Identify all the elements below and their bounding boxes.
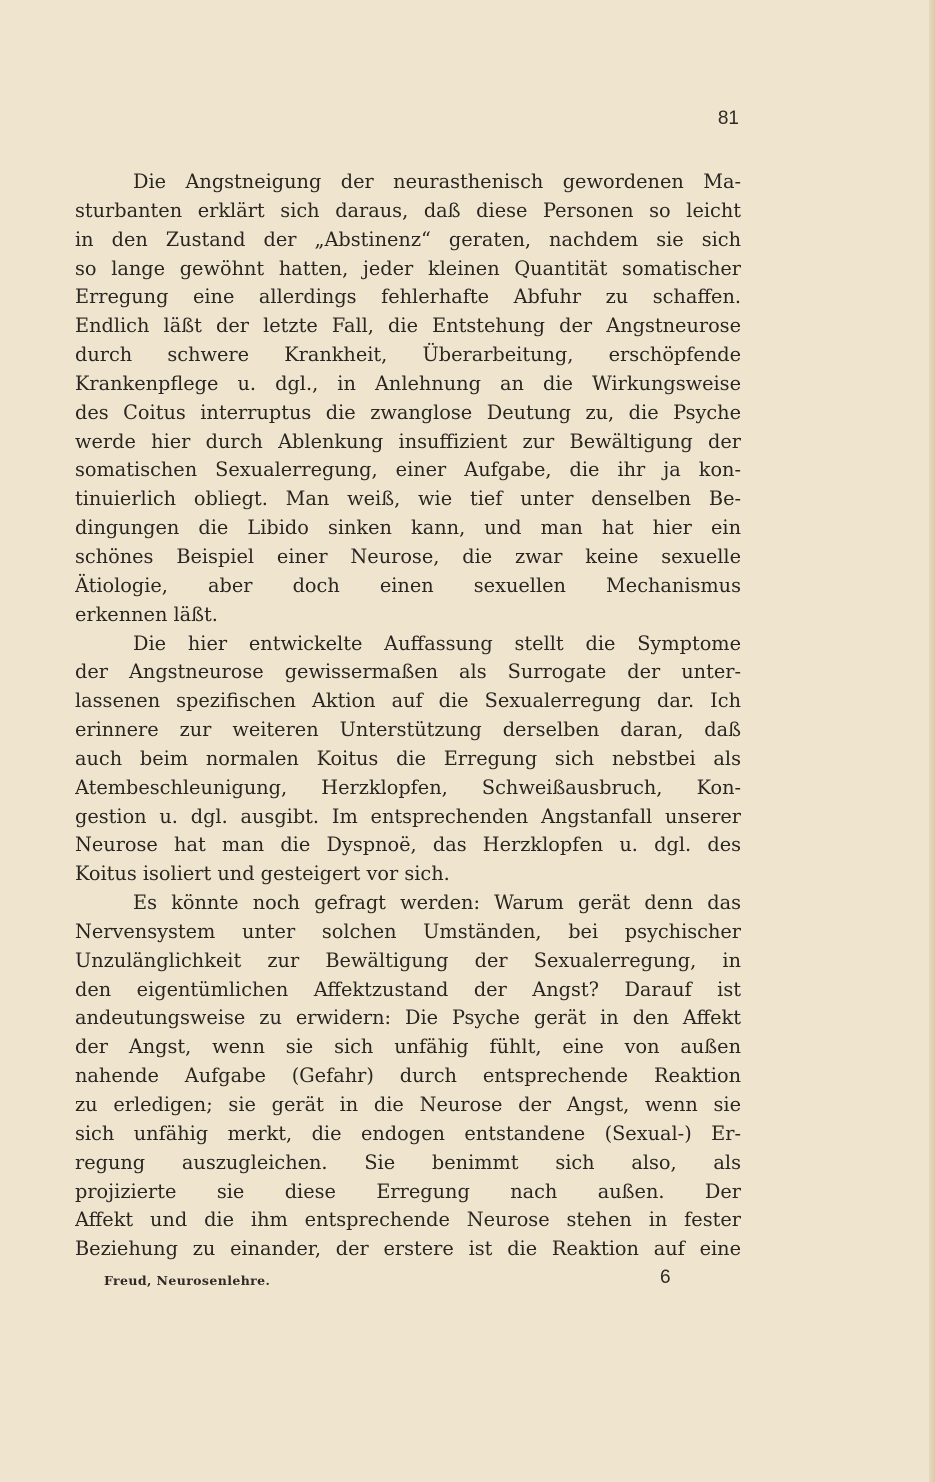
text-line: lassenen spezifischen Aktion auf die Sexualerregung dar. Ich <box>75 689 741 713</box>
text-line: Affekt und die ihm entsprechende Neurose stehen in fester <box>75 1208 741 1232</box>
text-line: erinnere zur weiteren Unterstützung derselben daran, daß <box>75 718 741 742</box>
text-line: des Coitus interruptus die zwanglose Deutung zu, die Psyche <box>75 400 741 424</box>
text-line: in den Zustand der „Abstinenz“ geraten, nachdem sie sich <box>75 227 741 251</box>
text-line: projizierte sie diese Erregung nach außen. Der <box>75 1179 741 1203</box>
text-line: so lange gewöhnt hatten, jeder kleinen Quantität somatischer <box>75 256 741 280</box>
text-line: Nervensystem unter solchen Umständen, bei psychischer <box>75 919 741 943</box>
text-line: schönes Beispiel einer Neurose, die zwar keine sexuelle <box>75 544 741 568</box>
sheet-number: 6 <box>660 1267 671 1288</box>
text-line: Die hier entwickelte Auffassung stellt die Symptome <box>133 631 741 655</box>
text-line: auch beim normalen Koitus die Erregung sich nebstbei als <box>75 746 741 770</box>
text-line: somatischen Sexualerregung, einer Aufgabe, die ihr ja kon- <box>75 458 741 482</box>
text-line: Neurose hat man die Dyspnoë, das Herzklopfen u. dgl. des <box>75 833 741 857</box>
body-text <box>75 168 741 1264</box>
text-line: der Angstneurose gewissermaßen als Surrogate der unter- <box>75 660 741 684</box>
footer-signature: Freud, Neurosenlehre. <box>104 1273 271 1288</box>
text-line: sich unfähig merkt, die endogen entstandene (Sexual-) Er- <box>75 1121 741 1145</box>
text-line: dingungen die Libido sinken kann, und man hat hier ein <box>75 516 741 540</box>
text-line: regung auszugleichen. Sie benimmt sich also, als <box>75 1150 741 1174</box>
text-line: Krankenpflege u. dgl., in Anlehnung an die Wirkungsweise <box>75 371 741 395</box>
text-line: gestion u. dgl. ausgibt. Im entsprechenden Angstanfall unserer <box>75 804 741 828</box>
page-number: 81 <box>717 108 739 129</box>
text-line: Beziehung zu einander, der erstere ist die Reaktion auf eine <box>75 1237 741 1261</box>
text-line: Ätiologie, aber doch einen sexuellen Mechanismus <box>75 573 741 597</box>
text-line: Endlich läßt der letzte Fall, die Entstehung der Angstneurose <box>75 314 741 338</box>
text-line: nahende Aufgabe (Gefahr) durch entsprechende Reaktion <box>75 1064 741 1088</box>
text-line: zu erledigen; sie gerät in die Neurose der Angst, wenn sie <box>75 1093 741 1116</box>
page-edge <box>929 0 935 1482</box>
text-line: werde hier durch Ablenkung insuffizient zur Bewältigung der <box>75 429 741 453</box>
text-line: durch schwere Krankheit, Überarbeitung, erschöpfende <box>75 343 741 367</box>
text-line: Koitus isoliert und gesteigert vor sich. <box>75 862 450 886</box>
text-line: der Angst, wenn sie sich unfähig fühlt, eine von außen <box>75 1035 741 1059</box>
text-line: den eigentümlichen Affektzustand der Angst? Darauf ist <box>75 977 741 1001</box>
text-line: Erregung eine allerdings fehlerhafte Abfuhr zu schaffen. <box>75 285 741 309</box>
text-line: Unzulänglichkeit zur Bewältigung der Sexualerregung, in <box>75 948 741 972</box>
text-line: andeutungsweise zu erwidern: Die Psyche gerät in den Affekt <box>75 1006 741 1030</box>
text-line: erkennen läßt. <box>75 602 218 626</box>
text-line: Die Angstneigung der neurasthenisch gewordenen Ma- <box>133 170 741 193</box>
text-line: tinuierlich obliegt. Man weiß, wie tief unter denselben Be- <box>75 487 741 511</box>
text-line: Es könnte noch gefragt werden: Warum gerät denn das <box>133 891 741 915</box>
text-line: Atembeschleunigung, Herzklopfen, Schweißausbruch, Kon- <box>75 775 741 799</box>
text-line: sturbanten erklärt sich daraus, daß diese Personen so leicht <box>75 198 741 222</box>
